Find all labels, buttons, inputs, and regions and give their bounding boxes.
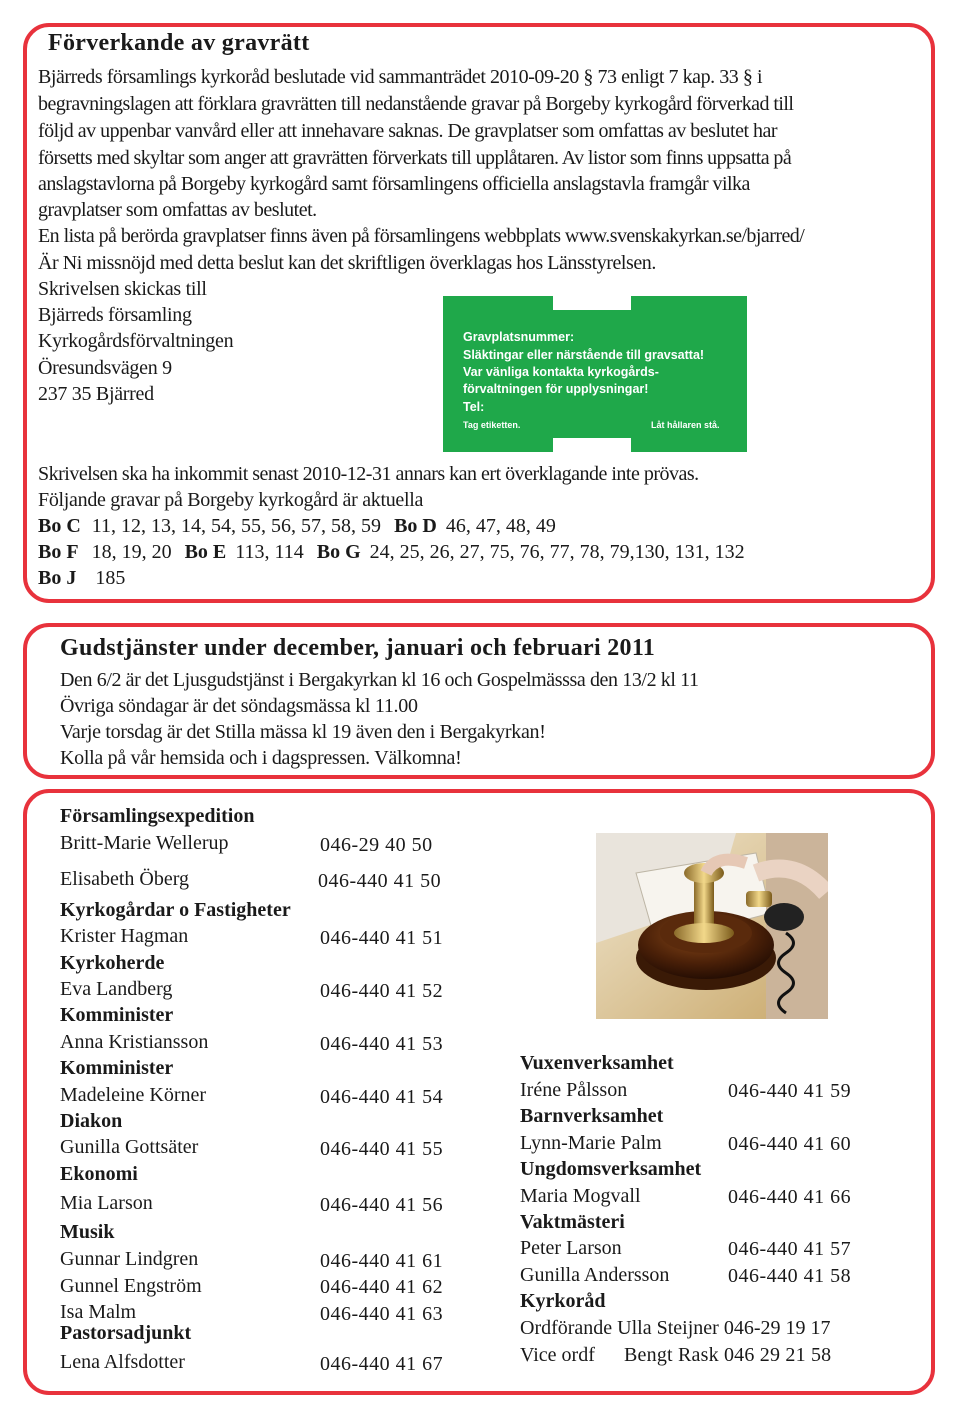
- address-line: Skrivelsen skickas till: [38, 278, 207, 300]
- grave-sign-image: [443, 296, 747, 452]
- contact-name: Ordförande Ulla Steijner 046-29 19 17: [520, 1317, 831, 1339]
- address-line: 237 35 Bjärred: [38, 383, 154, 405]
- services-line: Varje torsdag är det Stilla mässa kl 19 även den i Bergakyrkan!: [60, 721, 546, 743]
- grave-numbers: 11, 12, 13, 14, 54, 55, 56, 57, 58, 59: [91, 515, 382, 537]
- contact-name: Gunnel Engström: [60, 1275, 202, 1297]
- forfeiture-line: Är Ni missnöjd med detta beslut kan det skriftligen överklagas hos Länsstyrelsen.: [38, 252, 656, 274]
- grave-section-label: Bo E: [184, 541, 227, 563]
- sign-notch-top: [553, 296, 631, 310]
- contact-name: Eva Landberg: [60, 978, 173, 1000]
- grave-section-label: Bo D: [394, 515, 437, 537]
- forfeiture-line: En lista på berörda gravplatser finns även på församlingens webbplats www.svenskakyrkan.se/bjarred/: [38, 225, 805, 247]
- contact-phone: 046-440 41 67: [320, 1353, 444, 1375]
- forfeiture-line: begravningslagen att förklara gravrätten till nedanstående gravar på Borgeby kyrkogård förverkad till: [38, 93, 794, 115]
- contact-phone: 046-440 41 52: [320, 980, 444, 1002]
- graves-intro: Följande gravar på Borgeby kyrkogård är aktuella: [38, 489, 424, 511]
- contact-phone: 046-440 41 53: [320, 1033, 444, 1055]
- grave-numbers: 185: [95, 567, 126, 589]
- grave-numbers: 24, 25, 26, 27, 75, 76, 77, 78, 79,130, 131, 132: [369, 541, 745, 563]
- services-line: Kolla på vår hemsida och i dagspressen. Välkomna!: [60, 747, 462, 769]
- deadline-text: Skrivelsen ska ha inkommit senast 2010-12-31 annars kan ert överklagande inte prövas.: [38, 463, 699, 485]
- contact-category: Kyrkoråd: [520, 1290, 606, 1312]
- contact-phone: 046-440 41 54: [320, 1086, 444, 1108]
- contact-name: Peter Larson: [520, 1237, 622, 1259]
- sign-notch-bottom: [553, 438, 631, 452]
- contact-name: Gunilla Andersson: [520, 1264, 670, 1286]
- services-line: Den 6/2 är det Ljusgudstjänst i Bergakyrkan kl 16 och Gospelmässsa den 13/2 kl 11: [60, 669, 699, 691]
- sign-small-left: Tag etiketten.: [463, 420, 521, 430]
- forfeiture-line: försetts med skyltar som anger att gravrätten förverkats till upplåtaren. Av listor som finns uppsatta på: [38, 147, 792, 169]
- contact-phone: 046-440 41 60: [728, 1133, 852, 1155]
- contact-category: Diakon: [60, 1110, 123, 1132]
- grave-section-label: Bo G: [316, 541, 361, 563]
- contact-name: Britt-Marie Wellerup: [60, 832, 229, 854]
- grave-section-label: Bo C: [38, 515, 81, 537]
- sign-small-right: Låt hållaren stå.: [651, 420, 720, 430]
- forfeiture-line: följd av uppenbar vanvård eller att innehavare saknas. De gravplatser som omfattas av beslutet har: [38, 120, 778, 142]
- contact-name: Lynn-Marie Palm: [520, 1132, 662, 1154]
- grave-row: [38, 565, 125, 591]
- office-title: Församlingsexpedition: [60, 805, 255, 827]
- services-title: Gudstjänster under december, januari och februari 2011: [60, 635, 656, 661]
- contact-category: Musik: [60, 1221, 115, 1243]
- sign-line: Släktingar eller närstående till gravsatta!: [463, 348, 705, 362]
- contact-name: Gunilla Gottsäter: [60, 1136, 199, 1158]
- contact-phone: 046-29 40 50: [320, 834, 433, 856]
- contact-phone: 046-440 41 66: [728, 1186, 852, 1208]
- contact-phone: Bengt Rask 046 29 21 58: [624, 1344, 832, 1366]
- contact-name: Vice ordf: [520, 1344, 595, 1366]
- sign-line: Var vänliga kontakta kyrkogårds-: [463, 365, 659, 379]
- forfeiture-line: anslagstavlorna på Borgeby kyrkogård samt församlingens officiella anslagstavla framgår vilka: [38, 173, 750, 195]
- contact-name: Anna Kristiansson: [60, 1031, 209, 1053]
- contact-phone: 046-440 41 57: [728, 1238, 852, 1260]
- contact-name: Elisabeth Öberg: [60, 868, 190, 890]
- contact-phone: 046-440 41 62: [320, 1276, 444, 1298]
- contact-phone: 046-440 41 56: [320, 1194, 444, 1216]
- contact-name: Gunnar Lindgren: [60, 1248, 199, 1270]
- sign-line: Tel:: [463, 400, 485, 414]
- contact-category: Ekonomi: [60, 1163, 138, 1185]
- sign-line: Gravplatsnummer:: [463, 330, 575, 344]
- contact-phone: 046-440 41 58: [728, 1265, 852, 1287]
- contact-name: Madeleine Körner: [60, 1084, 207, 1106]
- sign-line: förvaltningen för upplysningar!: [463, 382, 649, 396]
- grave-numbers: 46, 47, 48, 49: [445, 515, 556, 537]
- contact-category: Kyrkoherde: [60, 952, 165, 974]
- forfeiture-line: gravplatser som omfattas av beslutet.: [38, 199, 317, 221]
- contact-category: Komminister: [60, 1057, 174, 1079]
- contact-phone: 046-440 41 51: [320, 927, 444, 949]
- grave-row: [38, 539, 745, 565]
- contact-category: Vaktmästeri: [520, 1211, 625, 1233]
- contact-category: Vuxenverksamhet: [520, 1052, 674, 1074]
- contact-category: Barnverksamhet: [520, 1105, 664, 1127]
- contact-phone: 046-440 41 59: [728, 1080, 852, 1102]
- grave-section-label: Bo J: [38, 567, 77, 589]
- contact-category: Kyrkogårdar o Fastigheter: [60, 899, 291, 921]
- grave-section-label: Bo F: [38, 541, 79, 563]
- grave-numbers: 18, 19, 20: [91, 541, 172, 563]
- forfeiture-title: Förverkande av gravrätt: [48, 30, 310, 56]
- address-line: Bjärreds församling: [38, 304, 192, 326]
- telephone-illustration: [596, 833, 828, 1019]
- contact-phone: 046-440 41 55: [320, 1138, 444, 1160]
- address-line: Öresundsvägen 9: [38, 357, 172, 379]
- contact-phone: 046-440 41 61: [320, 1250, 444, 1272]
- telephone-photo: [596, 833, 828, 1019]
- contact-name: Maria Mogvall: [520, 1185, 641, 1207]
- contact-name: Isa Malm: [60, 1301, 137, 1323]
- address-line: Kyrkogårdsförvaltningen: [38, 330, 234, 352]
- services-line: Övriga söndagar är det söndagsmässa kl 11.00: [60, 695, 418, 717]
- contact-name: Iréne Pålsson: [520, 1079, 628, 1101]
- contact-name: Lena Alfsdotter: [60, 1351, 185, 1373]
- contact-category: Ungdomsverksamhet: [520, 1158, 702, 1180]
- contact-name: Mia Larson: [60, 1192, 153, 1214]
- contact-category: Komminister: [60, 1004, 174, 1026]
- contact-name: Krister Hagman: [60, 925, 189, 947]
- contact-category: Pastorsadjunkt: [60, 1322, 192, 1344]
- contact-phone: 046-440 41 50: [318, 870, 442, 892]
- contact-phone: 046-440 41 63: [320, 1303, 444, 1325]
- grave-row: [38, 513, 556, 539]
- grave-numbers: 113, 114: [235, 541, 304, 563]
- forfeiture-line: Bjärreds församlings kyrkoråd beslutade vid sammanträdet 2010-09-20 § 73 enligt 7 kap. 33 § i: [38, 66, 763, 88]
